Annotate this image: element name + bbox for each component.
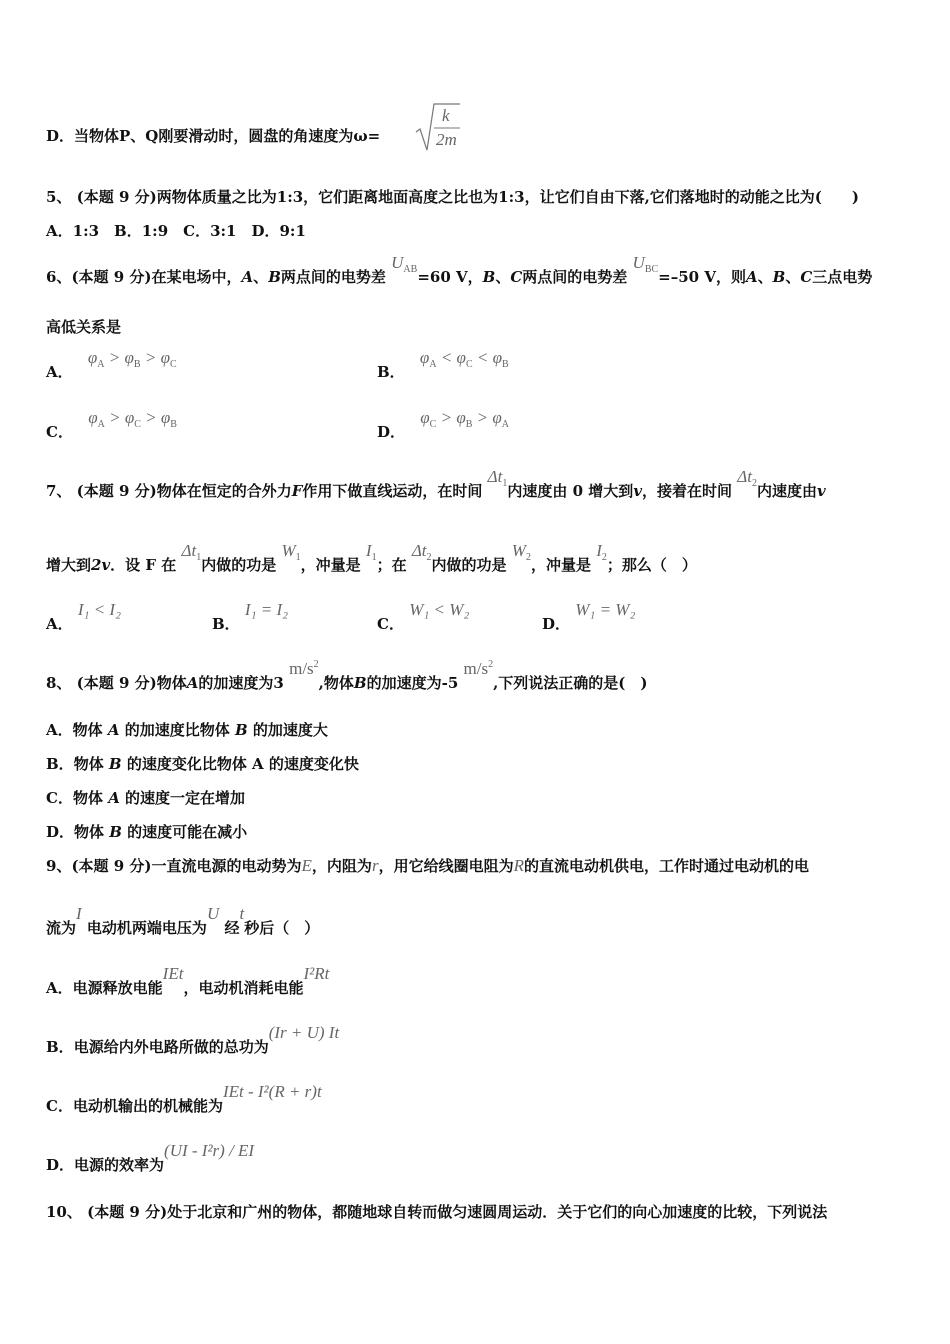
question-10: 10、 (本题 9 分)处于北京和广州的物体，都随地球自转而做匀速圆周运动．关于它们的向心加速度的比较，下列说法 <box>46 1203 828 1221</box>
q6-option-a: A． $\varphi_A > \varphi_B > \varphi_C$ <box>46 348 177 381</box>
question-6-line2: 高低关系是 <box>46 318 122 336</box>
q8-option-d: D．物体 B 的速度可能在减小 <box>46 823 248 841</box>
q6-option-b: B． $\varphi_A < \varphi_C < \varphi_B$ <box>377 348 509 381</box>
question-6: 6、(本题 9 分)在某电场中，A、B两点间的电势差 $U_{AB}=60$ V，B、C两点间的电势差 $U_{BC}=-50$ V，则A、B、C三点电势 <box>46 253 873 286</box>
option-label: D． <box>46 127 75 145</box>
question-7: 7、 (本题 9 分)物体在恒定的合外力F作用下做直线运动，在时间 $\Delta t_1$内速度由 0 增大到v，接着在时间 $\Delta t_2$内速度由v <box>46 467 826 500</box>
sqrt-formula <box>414 102 462 152</box>
fraction-denominator: 2m <box>436 130 457 149</box>
q7-option-b: B． I₁ = I₂ <box>212 600 289 633</box>
question-7-line2: 增大到2v．设 F 在 $\Delta t_1$内做的功是 $W_1$，冲量是 $I_1$；在 $\Delta t_2$内做的功是 $W_2$，冲量是 $I_2$；那么（ ） <box>46 541 697 574</box>
question-9: 9、(本题 9 分)一直流电源的电动势为E，内阻为r，用它给线圈电阻为R的直流电动机供电，工作时通过电动机的电 <box>46 856 809 875</box>
q7-option-d: D． W₁ = W₂ <box>542 600 636 633</box>
q9-option-d: D．电源的效率为(UI - I²r) / EI <box>46 1141 255 1174</box>
q8-option-c: C．物体 A 的速度一定在增加 <box>46 789 246 807</box>
question-5: 5、 (本题 9 分)两物体质量之比为1:3，它们距离地面高度之比也为1:3，让它们自由下落,它们落地时的动能之比为( ) <box>46 188 859 206</box>
q9-option-b: B．电源给内外电路所做的总功为(Ir + U) It <box>46 1023 340 1056</box>
q7-option-a: A． I₁ < I₂ <box>46 600 121 633</box>
q8-option-b: B．物体 B 的速度变化比物体 A 的速度变化快 <box>46 755 359 773</box>
question-8: 8、 (本题 9 分)物体A的加速度为3 $m/s^2$,物体B的加速度为-5 $m/s^2$,下列说法正确的是( ) <box>46 659 648 692</box>
question-9-line2: 流为I 电动机两端电压为U 经t秒后（ ） <box>46 904 320 937</box>
u-bc: $U_{BC}$ <box>632 253 659 275</box>
q7-option-c: C． W₁ < W₂ <box>377 600 470 633</box>
fraction-numerator: k <box>442 106 450 125</box>
q9-option-a: A．电源释放电能IEt，电动机消耗电能I²Rt <box>46 964 330 997</box>
q9-option-c: C．电动机输出的机械能为IEt - I²(R + r)t <box>46 1082 322 1115</box>
q4-option-d <box>46 126 380 146</box>
option-text: 当物体P、Q刚要滑动时，圆盘的角速度为ω= <box>74 127 381 145</box>
u-ab: $U_{AB}$ <box>391 253 418 275</box>
q6-option-c: C． $\varphi_A > \varphi_C > \varphi_B$ <box>46 408 177 441</box>
q8-option-a: A．物体 A 的加速度比物体 B 的加速度大 <box>46 721 328 739</box>
q6-option-d: D． $\varphi_C > \varphi_B > \varphi_A$ <box>377 408 510 441</box>
question-5-options: A．1:3 B．1:9 C．3:1 D．9:1 <box>46 222 306 240</box>
